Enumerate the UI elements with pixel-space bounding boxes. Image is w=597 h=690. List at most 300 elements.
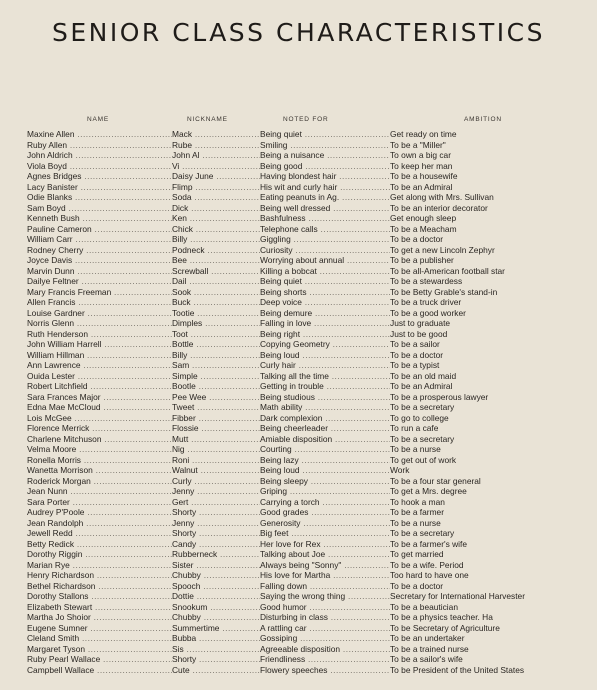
nickname-cell-text: Podneck ..... bbox=[172, 245, 260, 255]
name-cell-text: Henry Richardson ..... bbox=[27, 570, 172, 580]
name-cell bbox=[27, 528, 172, 539]
noted-for-cell-text: Generosity ..... bbox=[260, 518, 390, 528]
ambition-cell bbox=[390, 633, 585, 644]
name-cell-text: Viola Boyd ..... bbox=[27, 161, 172, 171]
ambition-cell-text: To be Betty Grable's stand-in bbox=[390, 286, 498, 297]
noted-for-cell bbox=[260, 444, 390, 455]
noted-for-cell-text: Her love for Rex ..... bbox=[260, 539, 390, 549]
name-cell-text: Margaret Tyson ..... bbox=[27, 644, 172, 654]
name-cell bbox=[27, 318, 172, 329]
nickname-cell-text: Fibber ..... bbox=[172, 413, 260, 423]
noted-for-cell-text: Being good ..... bbox=[260, 161, 390, 171]
noted-for-cell-text: Being right ..... bbox=[260, 329, 390, 339]
noted-for-cell-text: Eating peanuts in Ag. ..... bbox=[260, 192, 390, 202]
ambition-cell bbox=[390, 171, 585, 182]
noted-for-cell bbox=[260, 602, 390, 613]
table-row bbox=[0, 497, 597, 508]
noted-for-cell bbox=[260, 665, 390, 676]
ambition-cell bbox=[390, 665, 585, 676]
name-cell bbox=[27, 245, 172, 256]
ambition-cell-text: To be a four star general bbox=[390, 475, 481, 486]
noted-for-cell bbox=[260, 591, 390, 602]
name-cell-text: Sara Frances Major ..... bbox=[27, 392, 172, 402]
table-row bbox=[0, 549, 597, 560]
table-row bbox=[0, 140, 597, 151]
ambition-cell-text: To be a farmer's wife bbox=[390, 538, 468, 549]
table-row bbox=[0, 423, 597, 434]
nickname-cell bbox=[172, 182, 260, 193]
ambition-cell-text: To be all-American football star bbox=[390, 265, 505, 276]
name-cell bbox=[27, 203, 172, 214]
name-cell-text: Joyce Davis ..... bbox=[27, 255, 172, 265]
noted-for-cell bbox=[260, 560, 390, 571]
name-cell-text: Kenneth Bush ..... bbox=[27, 213, 172, 223]
name-cell-text: Pauline Cameron ..... bbox=[27, 224, 172, 234]
noted-for-cell-text: Bashfulness ..... bbox=[260, 213, 390, 223]
ambition-cell bbox=[390, 413, 585, 424]
name-cell bbox=[27, 339, 172, 350]
name-cell-text: Jewell Redd ..... bbox=[27, 528, 172, 538]
nickname-cell-text: Vi ..... bbox=[172, 161, 260, 171]
ambition-cell-text: To be a good worker bbox=[390, 307, 466, 318]
ambition-cell bbox=[390, 455, 585, 466]
nickname-cell-text: Summertime ..... bbox=[172, 623, 260, 633]
noted-for-cell-text: Copying Geometry ..... bbox=[260, 339, 390, 349]
noted-for-cell-text: Saying the wrong thing ..... bbox=[260, 591, 390, 601]
table-row bbox=[0, 591, 597, 602]
noted-for-cell-text: Carrying a torch ..... bbox=[260, 497, 390, 507]
name-cell-text: Sam Boyd ..... bbox=[27, 203, 172, 213]
name-cell bbox=[27, 371, 172, 382]
ambition-cell-text: To be a prosperous lawyer bbox=[390, 391, 489, 402]
table-row bbox=[0, 224, 597, 235]
name-cell-text: Agnes Bridges ..... bbox=[27, 171, 172, 181]
ambition-cell bbox=[390, 287, 585, 298]
noted-for-cell bbox=[260, 644, 390, 655]
name-cell bbox=[27, 654, 172, 665]
name-cell bbox=[27, 360, 172, 371]
name-cell bbox=[27, 234, 172, 245]
noted-for-cell bbox=[260, 350, 390, 361]
noted-for-cell-text: Being loud ..... bbox=[260, 465, 390, 475]
nickname-cell-text: Shorty ..... bbox=[172, 507, 260, 517]
name-cell-text: Campbell Wallace ..... bbox=[27, 665, 172, 675]
noted-for-cell-text: Being cheerleader ..... bbox=[260, 423, 390, 433]
noted-for-cell-text: Deep voice ..... bbox=[260, 297, 390, 307]
nickname-cell bbox=[172, 476, 260, 487]
name-cell-text: Ruby Allen ..... bbox=[27, 140, 172, 150]
ambition-cell-text: To get out of work bbox=[390, 454, 457, 465]
nickname-cell-text: Walnut ..... bbox=[172, 465, 260, 475]
name-cell-text: Ann Lawrence ..... bbox=[27, 360, 172, 370]
noted-for-cell bbox=[260, 476, 390, 487]
nickname-cell bbox=[172, 623, 260, 634]
table-row bbox=[0, 507, 597, 518]
nickname-cell bbox=[172, 318, 260, 329]
nickname-cell bbox=[172, 591, 260, 602]
column-headers bbox=[0, 116, 597, 126]
ambition-cell bbox=[390, 570, 585, 581]
name-cell bbox=[27, 213, 172, 224]
noted-for-cell bbox=[260, 654, 390, 665]
noted-for-cell-text: His wit and curly hair ..... bbox=[260, 182, 390, 192]
nickname-cell-text: Chubby ..... bbox=[172, 570, 260, 580]
table-row bbox=[0, 245, 597, 256]
name-cell-text: Maxine Allen ..... bbox=[27, 129, 172, 139]
table-row bbox=[0, 192, 597, 203]
table-row bbox=[0, 455, 597, 466]
ambition-cell bbox=[390, 528, 585, 539]
nickname-cell-text: Billy ..... bbox=[172, 234, 260, 244]
ambition-cell-text: To keep her man bbox=[390, 160, 453, 171]
noted-for-cell bbox=[260, 465, 390, 476]
name-cell-text: Ouida Lester ..... bbox=[27, 371, 172, 381]
table-row bbox=[0, 465, 597, 476]
name-cell bbox=[27, 665, 172, 676]
noted-for-cell bbox=[260, 455, 390, 466]
name-cell bbox=[27, 497, 172, 508]
noted-for-cell-text: Being demure ..... bbox=[260, 308, 390, 318]
name-cell-text: Mary Francis Freeman ..... bbox=[27, 287, 172, 297]
ambition-cell bbox=[390, 129, 585, 140]
noted-for-cell bbox=[260, 161, 390, 172]
name-cell-text: Marvin Dunn ..... bbox=[27, 266, 172, 276]
table-row bbox=[0, 266, 597, 277]
name-cell bbox=[27, 150, 172, 161]
noted-for-cell bbox=[260, 486, 390, 497]
ambition-cell bbox=[390, 381, 585, 392]
ambition-cell bbox=[390, 182, 585, 193]
ambition-cell bbox=[390, 266, 585, 277]
header-ambition: AMBITION bbox=[464, 116, 502, 123]
nickname-cell-text: Sister ..... bbox=[172, 560, 260, 570]
name-cell bbox=[27, 392, 172, 403]
name-cell bbox=[27, 644, 172, 655]
ambition-cell-text: Get enough sleep bbox=[390, 213, 457, 223]
ambition-cell bbox=[390, 329, 585, 340]
nickname-cell bbox=[172, 297, 260, 308]
nickname-cell bbox=[172, 266, 260, 277]
nickname-cell-text: Shorty ..... bbox=[172, 528, 260, 538]
ambition-cell-text: Work bbox=[390, 465, 410, 475]
name-cell bbox=[27, 455, 172, 466]
nickname-cell bbox=[172, 350, 260, 361]
ambition-cell-text: Get ready on time bbox=[390, 129, 457, 139]
noted-for-cell-text: Being studious ..... bbox=[260, 392, 390, 402]
noted-for-cell-text: Courting ..... bbox=[260, 444, 390, 454]
nickname-cell bbox=[172, 140, 260, 151]
nickname-cell bbox=[172, 339, 260, 350]
name-cell-text: Lois McGee ..... bbox=[27, 413, 172, 423]
noted-for-cell-text: Being lazy ..... bbox=[260, 455, 390, 465]
nickname-cell-text: Buck ..... bbox=[172, 297, 260, 307]
noted-for-cell bbox=[260, 266, 390, 277]
ambition-cell-text: To own a big car bbox=[390, 150, 451, 160]
name-cell-text: Edna Mae McCloud ..... bbox=[27, 402, 172, 412]
table-row bbox=[0, 602, 597, 613]
noted-for-cell-text: Good humor ..... bbox=[260, 602, 390, 612]
header-name: NAME bbox=[87, 116, 109, 123]
noted-for-cell-text: Being loud ..... bbox=[260, 350, 390, 360]
name-cell bbox=[27, 518, 172, 529]
ambition-cell bbox=[390, 150, 585, 161]
ambition-cell bbox=[390, 476, 585, 487]
noted-for-cell-text: Gossiping ..... bbox=[260, 633, 390, 643]
ambition-cell bbox=[390, 434, 585, 445]
ambition-cell bbox=[390, 308, 585, 319]
noted-for-cell bbox=[260, 203, 390, 214]
name-cell-text: William Hillman ..... bbox=[27, 350, 172, 360]
name-cell-text: Eugene Sumner ..... bbox=[27, 623, 172, 633]
ambition-cell bbox=[390, 612, 585, 623]
nickname-cell-text: Pee Wee ..... bbox=[172, 392, 260, 402]
noted-for-cell bbox=[260, 549, 390, 560]
name-cell bbox=[27, 560, 172, 571]
ambition-cell-text: To be a Meacham bbox=[390, 223, 457, 234]
table-row bbox=[0, 560, 597, 571]
noted-for-cell-text: Talking all the time ..... bbox=[260, 371, 390, 381]
ambition-cell-text: To be a doctor bbox=[390, 349, 444, 360]
nickname-cell bbox=[172, 245, 260, 256]
name-cell-text: Cleland Smith ..... bbox=[27, 633, 172, 643]
table-row bbox=[0, 644, 597, 655]
noted-for-cell bbox=[260, 308, 390, 319]
ambition-cell bbox=[390, 192, 585, 203]
ambition-cell bbox=[390, 234, 585, 245]
name-cell bbox=[27, 266, 172, 277]
name-cell-text: Lacy Banister ..... bbox=[27, 182, 172, 192]
noted-for-cell-text: Killing a bobcat ..... bbox=[260, 266, 390, 276]
ambition-cell bbox=[390, 486, 585, 497]
noted-for-cell-text: Getting in trouble ..... bbox=[260, 381, 390, 391]
table-row bbox=[0, 528, 597, 539]
table-row bbox=[0, 402, 597, 413]
noted-for-cell bbox=[260, 371, 390, 382]
table-row bbox=[0, 434, 597, 445]
noted-for-cell bbox=[260, 360, 390, 371]
noted-for-cell-text: Worrying about annual ..... bbox=[260, 255, 390, 265]
table-row bbox=[0, 392, 597, 403]
table-row bbox=[0, 287, 597, 298]
name-cell-text: Jean Randolph ..... bbox=[27, 518, 172, 528]
table-row bbox=[0, 255, 597, 266]
nickname-cell bbox=[172, 434, 260, 445]
name-cell bbox=[27, 255, 172, 266]
name-cell bbox=[27, 350, 172, 361]
ambition-cell-text: To be a housewife bbox=[390, 171, 458, 181]
name-cell bbox=[27, 182, 172, 193]
ambition-cell-text: Secretary for International Harvester bbox=[390, 591, 525, 601]
table-row bbox=[0, 518, 597, 529]
name-cell bbox=[27, 465, 172, 476]
nickname-cell-text: Bubba ..... bbox=[172, 633, 260, 643]
ambition-cell-text: To get a new Lincoln Zephyr bbox=[390, 244, 495, 255]
nickname-cell-text: Bootle ..... bbox=[172, 381, 260, 391]
name-cell bbox=[27, 539, 172, 550]
nickname-cell bbox=[172, 213, 260, 224]
nickname-cell-text: Tootie ..... bbox=[172, 308, 260, 318]
table-row bbox=[0, 413, 597, 424]
table-row bbox=[0, 203, 597, 214]
noted-for-cell-text: Giggling ..... bbox=[260, 234, 390, 244]
header-noted-for: NOTED FOR bbox=[283, 116, 329, 123]
noted-for-cell bbox=[260, 423, 390, 434]
noted-for-cell bbox=[260, 518, 390, 529]
noted-for-cell-text: Having blondest hair ..... bbox=[260, 171, 390, 181]
nickname-cell bbox=[172, 560, 260, 571]
table-row bbox=[0, 234, 597, 245]
ambition-cell-text: To be an undertaker bbox=[390, 633, 465, 643]
ambition-cell bbox=[390, 360, 585, 371]
noted-for-cell-text: Friendliness ..... bbox=[260, 654, 390, 664]
ambition-cell bbox=[390, 539, 585, 550]
name-cell bbox=[27, 413, 172, 424]
noted-for-cell bbox=[260, 539, 390, 550]
noted-for-cell bbox=[260, 413, 390, 424]
noted-for-cell bbox=[260, 129, 390, 140]
name-cell-text: Audrey P'Poole ..... bbox=[27, 507, 172, 517]
ambition-cell bbox=[390, 560, 585, 571]
ambition-cell-text: To hook a man bbox=[390, 496, 445, 507]
name-cell-text: John Aldrich ..... bbox=[27, 150, 172, 160]
name-cell bbox=[27, 129, 172, 140]
noted-for-cell bbox=[260, 612, 390, 623]
table-row bbox=[0, 182, 597, 193]
name-cell bbox=[27, 140, 172, 151]
nickname-cell bbox=[172, 203, 260, 214]
name-cell-text: Ruby Pearl Wallace ..... bbox=[27, 654, 172, 664]
nickname-cell bbox=[172, 276, 260, 287]
page-title: SENIOR CLASS CHARACTERISTICS bbox=[52, 18, 545, 47]
nickname-cell-text: Sis ..... bbox=[172, 644, 260, 654]
table-row bbox=[0, 161, 597, 172]
name-cell bbox=[27, 486, 172, 497]
name-cell-text: Roderick Morgan ..... bbox=[27, 476, 172, 486]
nickname-cell bbox=[172, 549, 260, 560]
nickname-cell bbox=[172, 644, 260, 655]
name-cell-text: Velma Moore ..... bbox=[27, 444, 172, 454]
table-row bbox=[0, 444, 597, 455]
name-cell-text: Martha Jo Shoior ..... bbox=[27, 612, 172, 622]
ambition-cell-text: To be a secretary bbox=[390, 433, 455, 444]
noted-for-cell bbox=[260, 528, 390, 539]
noted-for-cell-text: Being quiet ..... bbox=[260, 129, 390, 139]
nickname-cell bbox=[172, 528, 260, 539]
ambition-cell bbox=[390, 392, 585, 403]
name-cell bbox=[27, 434, 172, 445]
name-cell bbox=[27, 224, 172, 235]
name-cell-text: William Carr ..... bbox=[27, 234, 172, 244]
table-row bbox=[0, 381, 597, 392]
noted-for-cell bbox=[260, 255, 390, 266]
nickname-cell-text: Dimples ..... bbox=[172, 318, 260, 328]
ambition-cell bbox=[390, 602, 585, 613]
nickname-cell bbox=[172, 255, 260, 266]
ambition-cell-text: To be a farmer bbox=[390, 507, 444, 517]
name-cell-text: Jean Nunn ..... bbox=[27, 486, 172, 496]
nickname-cell bbox=[172, 518, 260, 529]
nickname-cell bbox=[172, 150, 260, 161]
nickname-cell-text: Sam ..... bbox=[172, 360, 260, 370]
nickname-cell-text: Screwball ..... bbox=[172, 266, 260, 276]
ambition-cell bbox=[390, 623, 585, 634]
nickname-cell bbox=[172, 171, 260, 182]
noted-for-cell-text: Falling in love ..... bbox=[260, 318, 390, 328]
noted-for-cell bbox=[260, 245, 390, 256]
name-cell-text: Wanetta Morrison ..... bbox=[27, 465, 172, 475]
nickname-cell-text: Shorty ..... bbox=[172, 654, 260, 664]
name-cell-text: Odie Blanks ..... bbox=[27, 192, 172, 202]
name-cell bbox=[27, 297, 172, 308]
table-row bbox=[0, 654, 597, 665]
noted-for-cell-text: Being shorts ..... bbox=[260, 287, 390, 297]
name-cell bbox=[27, 623, 172, 634]
noted-for-cell bbox=[260, 297, 390, 308]
noted-for-cell bbox=[260, 339, 390, 350]
ambition-cell-text: To run a cafe bbox=[390, 423, 439, 433]
nickname-cell-text: Chick ..... bbox=[172, 224, 260, 234]
noted-for-cell-text: Good grades ..... bbox=[260, 507, 390, 517]
noted-for-cell bbox=[260, 192, 390, 203]
noted-for-cell-text: Big feet ..... bbox=[260, 528, 390, 538]
name-cell bbox=[27, 602, 172, 613]
noted-for-cell-text: Dark complexion ..... bbox=[260, 413, 390, 423]
header-nickname: NICKNAME bbox=[187, 116, 228, 123]
nickname-cell bbox=[172, 497, 260, 508]
table-row bbox=[0, 539, 597, 550]
name-cell-text: Marian Rye ..... bbox=[27, 560, 172, 570]
table-row bbox=[0, 486, 597, 497]
ambition-cell-text: To be a wife. Period bbox=[390, 559, 464, 570]
noted-for-cell bbox=[260, 633, 390, 644]
characteristics-table bbox=[0, 129, 597, 675]
nickname-cell bbox=[172, 392, 260, 403]
ambition-cell-text: To be an Admiral bbox=[390, 381, 453, 391]
noted-for-cell bbox=[260, 234, 390, 245]
nickname-cell-text: Daisy June ..... bbox=[172, 171, 260, 181]
ambition-cell-text: To be a secretary bbox=[390, 402, 455, 412]
name-cell-text: Dailye Feltner ..... bbox=[27, 276, 172, 286]
ambition-cell bbox=[390, 402, 585, 413]
nickname-cell-text: Mutt ..... bbox=[172, 434, 260, 444]
nickname-cell-text: Soda ..... bbox=[172, 192, 260, 202]
name-cell-text: Elizabeth Stewart ..... bbox=[27, 602, 172, 612]
nickname-cell-text: Toot ..... bbox=[172, 329, 260, 339]
nickname-cell bbox=[172, 161, 260, 172]
noted-for-cell bbox=[260, 570, 390, 581]
name-cell-text: Florence Merrick ..... bbox=[27, 423, 172, 433]
noted-for-cell-text: Being quiet ..... bbox=[260, 276, 390, 286]
noted-for-cell-text: His love for Martha ..... bbox=[260, 570, 390, 580]
nickname-cell-text: Candy ..... bbox=[172, 539, 260, 549]
noted-for-cell-text: Being sleepy ..... bbox=[260, 476, 390, 486]
nickname-cell bbox=[172, 381, 260, 392]
noted-for-cell bbox=[260, 507, 390, 518]
nickname-cell-text: Jenny ..... bbox=[172, 518, 260, 528]
ambition-cell bbox=[390, 654, 585, 665]
noted-for-cell-text: Flowery speeches ..... bbox=[260, 665, 390, 675]
ambition-cell bbox=[390, 549, 585, 560]
nickname-cell bbox=[172, 455, 260, 466]
nickname-cell bbox=[172, 507, 260, 518]
ambition-cell-text: To be an interior decorator bbox=[390, 202, 488, 213]
name-cell-text: Dorothy Stallons ..... bbox=[27, 591, 172, 601]
name-cell bbox=[27, 308, 172, 319]
table-row bbox=[0, 171, 597, 182]
nickname-cell bbox=[172, 360, 260, 371]
ambition-cell-text: To get a Mrs. degree bbox=[390, 486, 467, 496]
name-cell bbox=[27, 171, 172, 182]
